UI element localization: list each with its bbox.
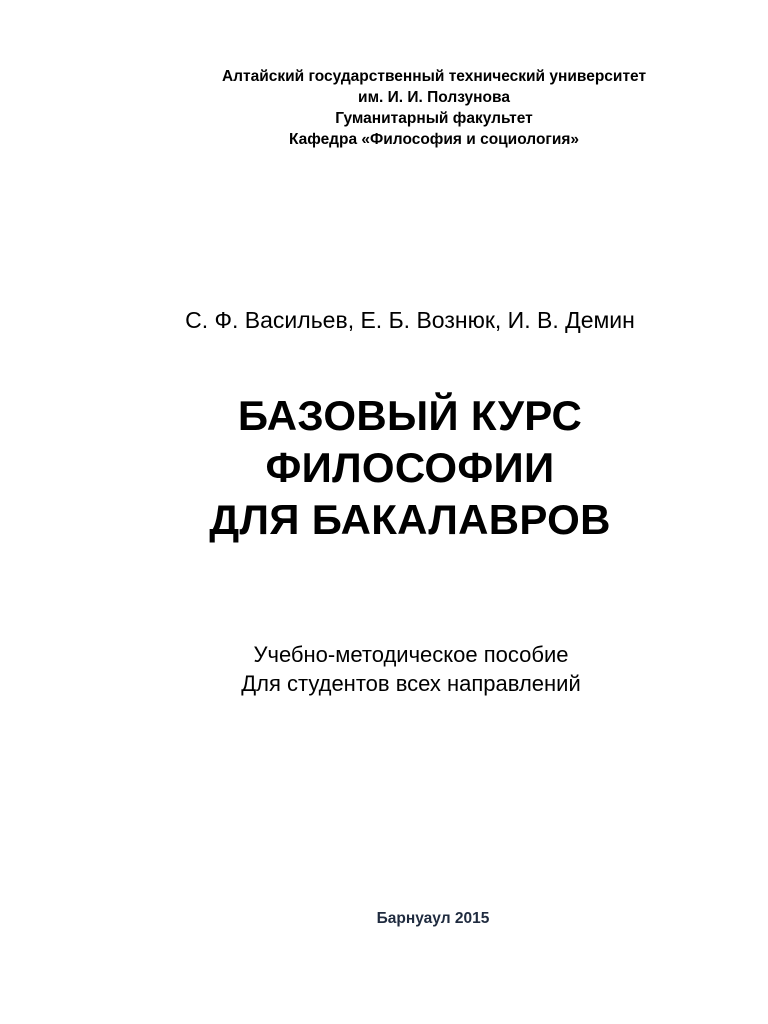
faculty-name: Гуманитарный факультет: [335, 110, 533, 127]
place-and-year: Барнуаул 2015: [376, 910, 490, 927]
authors: С. Ф. Васильев, Е. Б. Вознюк, И. В. Демин: [185, 307, 635, 333]
university-namesake: им. И. И. Ползунова: [358, 89, 510, 106]
book-title: [0, 390, 768, 546]
university-name: Алтайский государственный технический университет: [221, 68, 647, 85]
target-audience: Для студентов всех направлений: [241, 671, 581, 696]
publication-type: Учебно-методическое пособие: [253, 642, 569, 667]
title-line-2: ФИЛОСОФИИ: [265, 444, 555, 491]
book-subtitle: [0, 640, 768, 698]
institution-header: [100, 66, 768, 150]
department-name: Кафедра «Философия и социология»: [288, 131, 580, 148]
title-line-1: БАЗОВЫЙ КУРС: [237, 392, 583, 439]
title-line-3: ДЛЯ БАКАЛАВРОВ: [209, 496, 611, 543]
